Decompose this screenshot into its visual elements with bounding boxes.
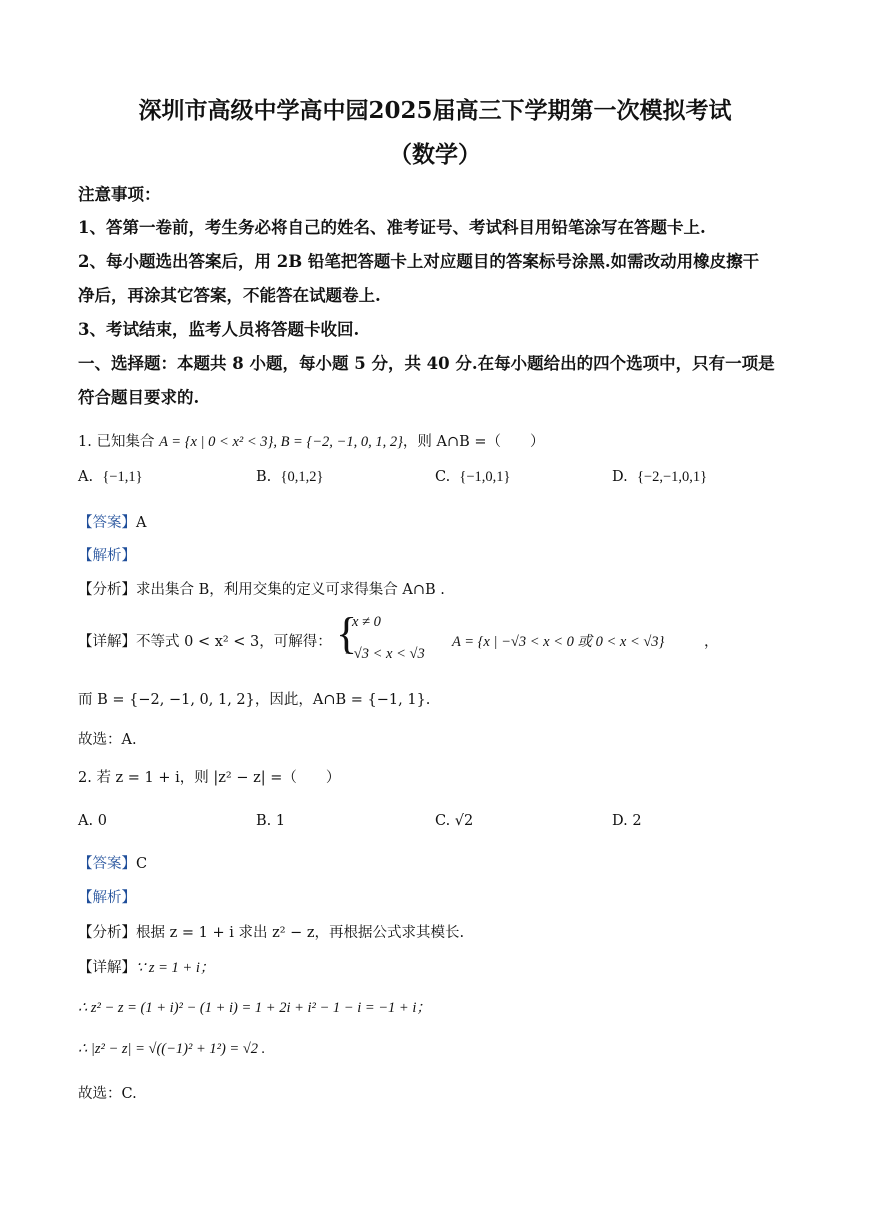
section-heading-line2: 符合题目要求的. (78, 388, 200, 407)
q1-option-d (612, 469, 707, 486)
q2-option-c (435, 813, 473, 829)
q1-option-a (78, 469, 143, 486)
q1-option-a-label: A. (78, 469, 94, 485)
q1-detail-comma: ， (704, 634, 719, 650)
q1-stem-suffix: ，则 A∩B =（ ） (402, 434, 545, 450)
q2-option-c-label: C. (435, 813, 451, 829)
q1-option-d-label: D. (612, 469, 628, 485)
q2-option-c-value: √2 (454, 813, 474, 829)
q1-detail-2: 而 B = {−2, −1, 0, 1, 2}，因此，A∩B = {−1, 1}. (78, 692, 431, 708)
q1-fenxi-tag: 【分析】 (78, 582, 136, 598)
q1-set-b: , B = {−2, −1, 0, 1, 2} (273, 434, 403, 450)
q1-answer-tag: 【答案】 (78, 515, 136, 531)
section-heading-line1: 一、选择题：本题共 8 小题，每小题 5 分，共 40 分.在每小题给出的四个选项中，只有一项是 (78, 354, 775, 373)
q1-option-b-label: B. (256, 469, 272, 485)
q1-option-a-value: {−1,1} (102, 469, 143, 485)
q2-detail-3: ∴ |z² − z| = √((−1)² + 1²) = √2 . (78, 1041, 266, 1057)
q2-answer (78, 852, 147, 873)
q2-option-d (612, 813, 642, 829)
q1-detail (78, 630, 332, 651)
q2-conclusion: 故选：C. (78, 1086, 137, 1102)
q2-detail-1: ∵ z = 1 + i； (136, 960, 215, 976)
q1-stem (78, 430, 545, 451)
exam-subject: （数学） (389, 141, 481, 168)
note-3: 3、考试结束，监考人员将答题卡收回. (78, 320, 360, 339)
q1-conclusion: 故选：A. (78, 732, 137, 748)
q1-option-b-value: {0,1,2} (280, 469, 324, 485)
q1-stem-prefix: 1. 已知集合 (78, 434, 155, 450)
note-2-line2: 净后，再涂其它答案，不能答在试题卷上. (78, 286, 381, 305)
q1-option-b (256, 469, 323, 486)
note-2-line1: 2、每小题选出答案后，用 2B 铅笔把答题卡上对应题目的答案标号涂黑.如需改动用橡皮擦干 (78, 252, 760, 271)
q2-stem: 2. 若 z = 1 + i，则 |z² − z| =（ ） (78, 770, 341, 786)
q2-detail (78, 956, 214, 977)
q1-option-c (435, 469, 511, 486)
q1-detail-result: A = {x | −√3 < x < 0 或 0 < x < √3} (452, 634, 665, 650)
q2-option-b-value: 1 (275, 813, 286, 829)
q1-system-line2: −√3 < x < √3 (344, 646, 425, 662)
q2-option-a-label: A. (78, 813, 94, 829)
q2-detail-2: ∴ z² − z = (1 + i)² − (1 + i) = 1 + 2i + i² − 1 − i = −1 + i； (78, 1000, 431, 1016)
q2-option-b (256, 813, 285, 829)
q1-fenxi-text: 求出集合 B，利用交集的定义可求得集合 A∩B . (136, 582, 445, 598)
exam-title: 深圳市高级中学高中园2025届高三下学期第一次模拟考试 (138, 97, 732, 124)
q1-fenxi (78, 578, 445, 599)
q1-option-d-value: {−2,−1,0,1} (636, 469, 708, 485)
q2-option-d-value: 2 (632, 813, 642, 829)
q1-option-c-label: C. (435, 469, 451, 485)
q1-detail-tag: 【详解】 (78, 634, 136, 650)
note-1: 1、答第一卷前，考生务必将自己的姓名、准考证号、考试科目用铅笔涂写在答题卡上. (78, 218, 706, 237)
q1-answer (78, 511, 146, 532)
q2-option-a-value: 0 (97, 813, 107, 829)
q1-option-c-value: {−1,0,1} (459, 469, 511, 485)
q1-answer-value: A (136, 515, 147, 531)
q2-detail-tag: 【详解】 (78, 960, 136, 976)
q2-fenxi-text: 根据 z = 1 + i 求出 z² − z，再根据公式求其模长. (136, 925, 465, 941)
q2-fenxi-tag: 【分析】 (78, 925, 136, 941)
q2-option-b-label: B. (256, 813, 272, 829)
q2-option-a (78, 813, 107, 829)
q2-answer-tag: 【答案】 (78, 856, 136, 872)
q2-analysis-tag: 【解析】 (78, 890, 136, 906)
q1-detail-text: 不等式 0 < x² < 3，可解得： (136, 634, 332, 650)
notes-heading: 注意事项： (78, 185, 161, 204)
q1-system-brace: { (336, 609, 358, 658)
q1-system-line1: x ≠ 0 (352, 614, 381, 630)
q2-option-d-label: D. (612, 813, 628, 829)
q1-set-a: A = {x | 0 < x² < 3} (159, 434, 274, 450)
q2-answer-value: C (136, 856, 148, 872)
q1-analysis-tag: 【解析】 (78, 548, 136, 564)
q2-fenxi (78, 921, 464, 942)
